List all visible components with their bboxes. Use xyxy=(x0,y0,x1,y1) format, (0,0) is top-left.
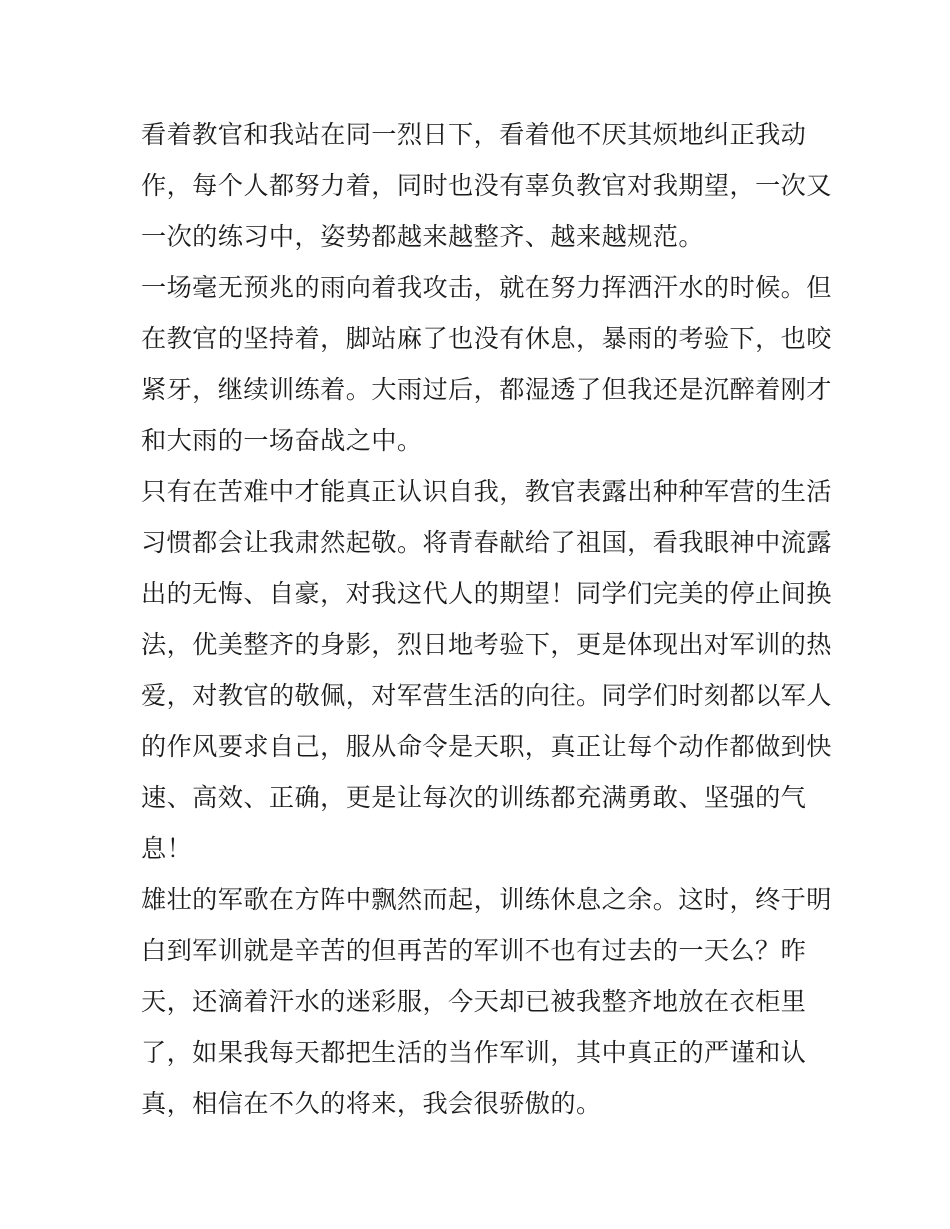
text-line: 一场毫无预兆的雨向着我攻击，就在努力挥洒汗水的时候。但 xyxy=(141,273,832,302)
paragraph-3 xyxy=(141,466,832,874)
paragraph-2 xyxy=(141,262,832,466)
text-line: 息！ xyxy=(141,834,193,863)
text-line: 和大雨的一场奋战之中。 xyxy=(141,426,423,455)
text-line: 作，每个人都努力着，同时也没有辜负教官对我期望，一次又 xyxy=(141,171,832,200)
text-line: 雄壮的军歌在方阵中飘然而起，训练休息之余。这时，终于明 xyxy=(141,885,832,914)
text-line: 的作风要求自己，服从命令是天职，真正让每个动作都做到快 xyxy=(141,732,832,761)
text-line: 在教官的坚持着，脚站麻了也没有休息，暴雨的考验下，也咬 xyxy=(141,324,832,353)
text-line: 白到军训就是辛苦的但再苦的军训不也有过去的一天么？昨 xyxy=(141,936,807,965)
text-line: 看着教官和我站在同一烈日下，看着他不厌其烦地纠正我动 xyxy=(141,120,807,149)
text-line: 了，如果我每天都把生活的当作军训，其中真正的严谨和认 xyxy=(141,1038,807,1067)
text-line: 只有在苦难中才能真正认识自我，教官表露出种种军营的生活 xyxy=(141,477,832,506)
text-line: 习惯都会让我肃然起敬。将青春献给了祖国，看我眼神中流露 xyxy=(141,528,832,557)
paragraph-1 xyxy=(141,109,832,262)
text-line: 天，还滴着汗水的迷彩服，今天却已被我整齐地放在衣柜里 xyxy=(141,987,807,1016)
text-line: 速、高效、正确，更是让每次的训练都充满勇敢、坚强的气 xyxy=(141,783,807,812)
text-line: 出的无悔、自豪，对我这代人的期望！同学们完美的停止间换 xyxy=(141,579,832,608)
text-line: 真，相信在不久的将来，我会很骄傲的。 xyxy=(141,1089,602,1118)
text-line: 爱，对教官的敬佩，对军营生活的向往。同学们时刻都以军人 xyxy=(141,681,832,710)
text-line: 法，优美整齐的身影，烈日地考验下，更是体现出对军训的热 xyxy=(141,630,832,659)
paragraph-4 xyxy=(141,874,832,1129)
text-line: 紧牙，继续训练着。大雨过后，都湿透了但我还是沉醉着刚才 xyxy=(141,375,832,404)
text-line: 一次的练习中，姿势都越来越整齐、越来越规范。 xyxy=(141,222,704,251)
document-body xyxy=(141,109,832,1129)
